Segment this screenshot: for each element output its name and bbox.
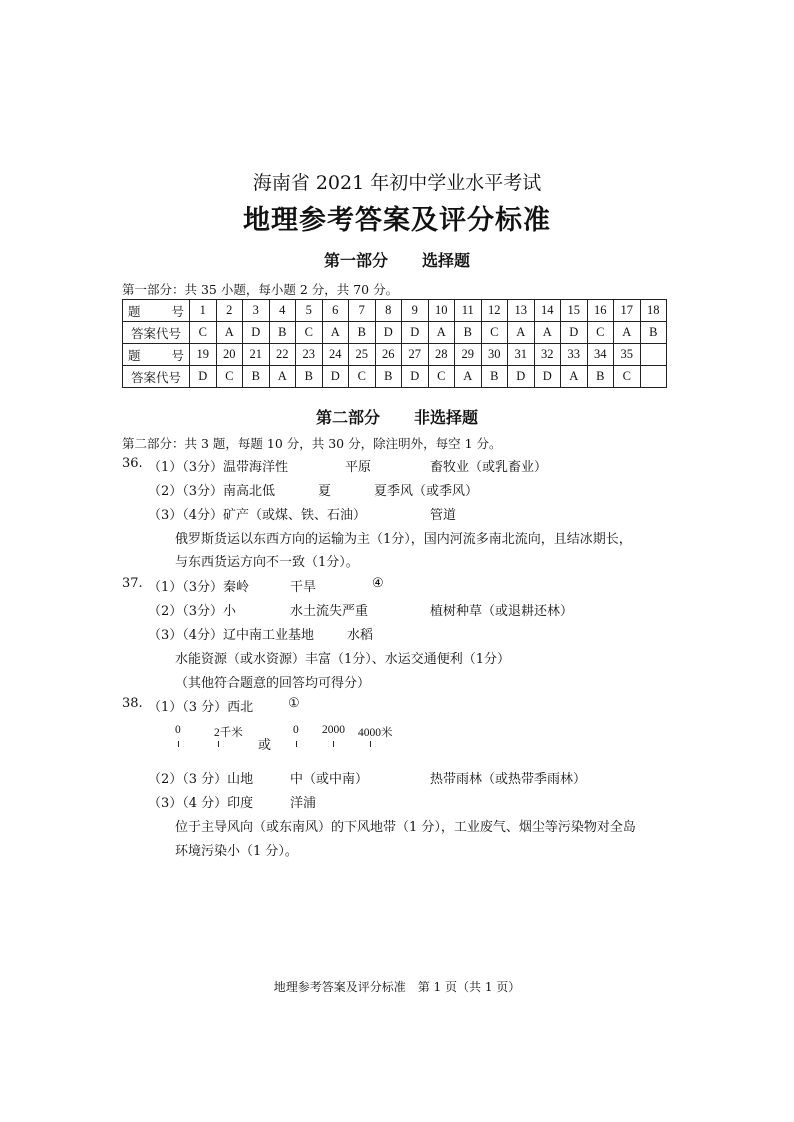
question-number-cell: 26 <box>375 344 402 366</box>
question-number-cell: 5 <box>296 300 323 322</box>
scale-tick <box>178 741 179 747</box>
question-number-cell: 4 <box>269 300 296 322</box>
answer-cell: D <box>402 366 429 388</box>
row-label-ans: 答案代号 <box>123 366 190 388</box>
answer-cell: D <box>243 322 270 344</box>
table-row-numbers-2 <box>123 344 667 366</box>
q36-3-explanation-1: 俄罗斯货运以东西方向的运输为主（1分），国内河流多南北流向，且结冰期长， <box>175 532 632 547</box>
answer-cell: C <box>614 366 641 388</box>
question-number-cell: 29 <box>455 344 482 366</box>
scale-tick <box>296 741 297 747</box>
question-number-cell: 19 <box>190 344 217 366</box>
question-number-cell: 27 <box>402 344 429 366</box>
answer-cell: A <box>561 366 588 388</box>
answer-cell: B <box>455 322 482 344</box>
answer-cell: D <box>375 322 402 344</box>
q36-3-answer: （3）（4分）矿产（或煤、铁、石油） <box>148 508 367 523</box>
question-number-cell: 25 <box>349 344 376 366</box>
page-footer: 地理参考答案及评分标准 第 1 页（共 1 页） <box>273 980 521 994</box>
answer-cell: D <box>322 366 349 388</box>
question-number-cell: 24 <box>322 344 349 366</box>
answer-cell: D <box>402 322 429 344</box>
answer-cell: A <box>428 322 455 344</box>
q37-3-answer: （3）（4分）辽中南工业基地 <box>148 628 315 643</box>
q38-3-explanation-1: 位于主导风向（或东南风）的下风地带（1 分），工业废气、烟尘等污染物对全岛 <box>175 820 636 835</box>
q37-2-answer-2: 水土流失严重 <box>290 604 369 619</box>
question-number-cell: 12 <box>481 300 508 322</box>
scale-bar-1-zero: 0 <box>175 724 181 736</box>
answer-cell: D <box>508 366 535 388</box>
answer-cell: C <box>428 366 455 388</box>
q38-3-answer: （3）（4 分）印度 <box>148 796 254 811</box>
part1-heading-label: 第一部分 <box>323 251 388 270</box>
question-number-cell: 21 <box>243 344 270 366</box>
q37-1-answer-2: 干旱 <box>290 580 317 595</box>
answer-cell: B <box>243 366 270 388</box>
table-row-answers-1 <box>123 322 667 344</box>
answer-cell: C <box>296 322 323 344</box>
answer-cell: D <box>190 366 217 388</box>
answer-cell: A <box>534 322 561 344</box>
scale-bar-2-end: 4000米 <box>358 727 393 739</box>
answer-cell: C <box>481 322 508 344</box>
question-number-cell: 2 <box>216 300 243 322</box>
answer-cell: B <box>375 366 402 388</box>
answer-cell: B <box>349 322 376 344</box>
q38-number: 38. <box>122 696 143 711</box>
q38-2-answer: （2）（3 分）山地 <box>148 772 254 787</box>
question-number-cell: 3 <box>243 300 270 322</box>
q36-2-answer-3: 夏季风（或季风） <box>374 484 479 499</box>
row-label-num: 题 号 <box>123 344 190 366</box>
q38-3-answer-2: 洋浦 <box>290 796 317 811</box>
table-row-answers-2 <box>123 366 667 388</box>
answer-cell: A <box>614 322 641 344</box>
question-number-cell: 30 <box>481 344 508 366</box>
q37-3-explanation-2: （其他符合题意的回答均可得分） <box>175 676 371 691</box>
question-number-cell: 32 <box>534 344 561 366</box>
question-number-cell: 34 <box>587 344 614 366</box>
question-number-cell: 8 <box>375 300 402 322</box>
q37-1-answer-3: ④ <box>372 576 384 591</box>
document-title: 地理参考答案及评分标准 <box>243 205 551 236</box>
question-number-cell: 15 <box>561 300 588 322</box>
answer-cell: C <box>349 366 376 388</box>
q37-3-answer-2: 水稻 <box>347 628 374 643</box>
scale-bar-2-mid: 2000 <box>322 724 345 736</box>
answer-cell: B <box>640 322 667 344</box>
answer-table <box>122 299 667 388</box>
answer-cell <box>640 366 667 388</box>
row-label-num: 题 号 <box>123 300 190 322</box>
q37-2-answer-3: 植树种草（或退耕还林） <box>430 604 574 619</box>
exam-title: 海南省 2021 年初中学业水平考试 <box>252 172 542 194</box>
answer-cell: D <box>561 322 588 344</box>
part2-heading-type: 非选择题 <box>414 408 479 427</box>
q38-1-answer-2: ① <box>288 696 300 711</box>
answer-cell: A <box>322 322 349 344</box>
part2-heading <box>0 405 794 428</box>
question-number-cell: 9 <box>402 300 429 322</box>
question-number-cell: 1 <box>190 300 217 322</box>
answer-cell: A <box>269 366 296 388</box>
part2-note: 第二部分：共 3 题，每题 10 分，共 30 分，除注明外，每空 1 分。 <box>122 436 502 451</box>
question-number-cell: 35 <box>614 344 641 366</box>
answer-cell: A <box>216 322 243 344</box>
part1-note: 第一部分：共 35 小题，每小题 2 分，共 70 分。 <box>122 282 399 297</box>
q36-number: 36. <box>122 456 143 471</box>
scale-tick <box>218 741 219 747</box>
question-number-cell: 7 <box>349 300 376 322</box>
question-number-cell: 28 <box>428 344 455 366</box>
q37-2-answer: （2）（3分）小 <box>148 604 237 619</box>
scale-bar-1-mark: 2千米 <box>214 727 243 739</box>
q36-2-answer: （2）（3分）南高北低 <box>148 484 276 499</box>
q38-2-answer-2: 中（或中南） <box>290 772 369 787</box>
question-number-cell: 31 <box>508 344 535 366</box>
question-number-cell: 23 <box>296 344 323 366</box>
part1-heading <box>0 248 794 271</box>
answer-cell: C <box>587 322 614 344</box>
question-number-cell: 14 <box>534 300 561 322</box>
scale-tick <box>370 741 371 747</box>
answer-cell: C <box>216 366 243 388</box>
q38-1-answer: （1）（3 分）西北 <box>148 700 254 715</box>
part1-heading-type: 选择题 <box>422 251 471 270</box>
question-number-cell: 22 <box>269 344 296 366</box>
answer-cell: A <box>455 366 482 388</box>
question-number-cell: 11 <box>455 300 482 322</box>
q37-number: 37. <box>122 576 143 591</box>
scale-tick <box>333 741 334 747</box>
table-row-numbers-1 <box>123 300 667 322</box>
question-number-cell: 13 <box>508 300 535 322</box>
question-number-cell: 10 <box>428 300 455 322</box>
q38-2-answer-3: 热带雨林（或热带季雨林） <box>430 772 587 787</box>
row-label-ans: 答案代号 <box>123 322 190 344</box>
scale-or: 或 <box>258 738 272 753</box>
question-number-cell: 18 <box>640 300 667 322</box>
q36-1-answer-2: 平原 <box>345 460 372 475</box>
answer-cell: D <box>534 366 561 388</box>
q38-3-explanation-2: 环境污染小（1 分）。 <box>175 844 298 859</box>
q36-2-answer-2: 夏 <box>318 484 332 499</box>
answer-cell: B <box>587 366 614 388</box>
question-number-cell: 20 <box>216 344 243 366</box>
answer-cell: C <box>190 322 217 344</box>
q37-3-explanation-1: 水能资源（或水资源）丰富（1分）、水运交通便利（1分） <box>175 652 511 667</box>
answer-cell: B <box>296 366 323 388</box>
scale-bar-2-zero: 0 <box>293 724 299 736</box>
part2-heading-label: 第二部分 <box>315 408 380 427</box>
q36-3-answer-2: 管道 <box>430 508 457 523</box>
answer-cell: B <box>481 366 508 388</box>
q36-1-answer-3: 畜牧业（或乳畜业） <box>430 460 548 475</box>
question-number-cell: 16 <box>587 300 614 322</box>
q36-1-answer: （1）（3分）温带海洋性 <box>148 460 289 475</box>
question-number-cell <box>640 344 667 366</box>
answer-cell: A <box>508 322 535 344</box>
question-number-cell: 6 <box>322 300 349 322</box>
answer-cell: B <box>269 322 296 344</box>
question-number-cell: 17 <box>614 300 641 322</box>
q37-1-answer: （1）（3分）秦岭 <box>148 580 250 595</box>
question-number-cell: 33 <box>561 344 588 366</box>
q36-3-explanation-2: 与东西货运方向不一致（1分）。 <box>175 555 359 570</box>
